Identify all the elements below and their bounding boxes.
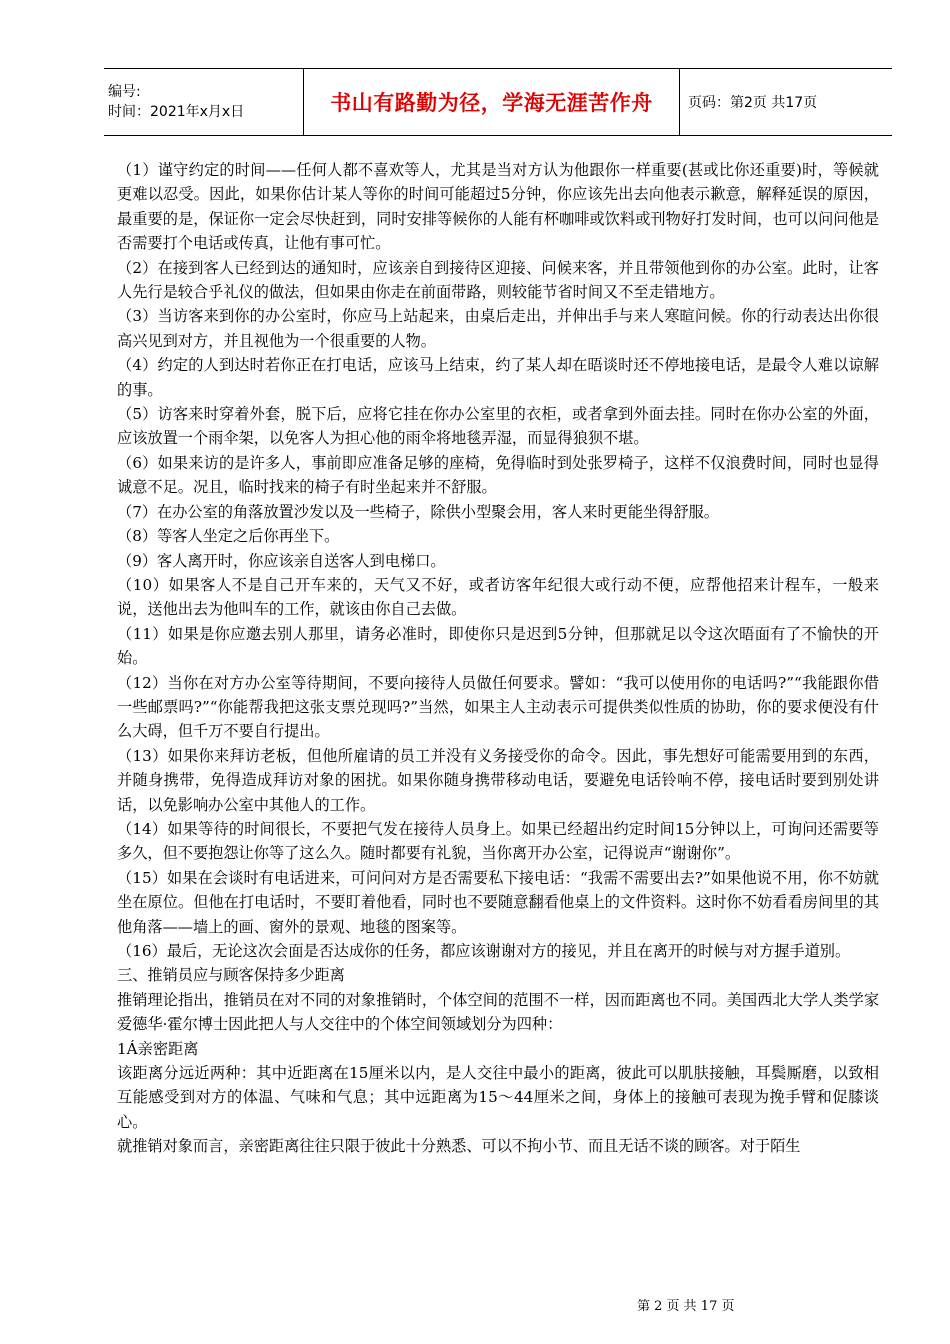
paragraph: （7）在办公室的角落放置沙发以及一些椅子，除供小型聚会用，客人来时更能坐得舒服。 bbox=[117, 502, 719, 521]
paragraph: （1）谨守约定的时间——任何人都不喜欢等人，尤其是当对方认为他跟你一样重要(甚或比你还重要)时，等候就更难以忍受。因此，如果你估计某人等你的时间可能超过5分钟，你应该先出去向他表示歉意，解释延误的原因，最重要的是，保证你一定会尽快赶到，同时安排等候你的人能有杯咖啡或饮料或刊物好打发时间，也可以问问他是否需要打个电话或传真，让他有事可忙。 bbox=[117, 161, 879, 253]
paragraph: 就推销对象而言，亲密距离往往只限于彼此十分熟悉、可以不拘小节、而且无话不谈的顾客。对于陌生 bbox=[117, 1137, 801, 1156]
header-motto: 书山有路勤为径，学海无涯苦作舟 bbox=[330, 91, 653, 115]
paragraph: 该距离分远近两种：其中近距离在15厘米以内，是人交往中最小的距离，彼此可以肌肤接触，耳鬓厮磨，以致相互能感受到对方的体温、气味和气息；其中远距离为15～44厘米之间，身体上的接触可表现为挽手臂和促膝谈心。 bbox=[117, 1064, 879, 1131]
page-header bbox=[104, 68, 892, 136]
paragraph: （6）如果来访的是许多人，事前即应准备足够的座椅，免得临时到处张罗椅子，这样不仅浪费时间，同时也显得诚意不足。况且，临时找来的椅子有时坐起来并不舒服。 bbox=[117, 453, 879, 497]
subsection-heading: 1Á亲密距离 bbox=[117, 1039, 199, 1058]
paragraph: （3）当访客来到你的办公室时，你应马上站起来，由桌后走出，并伸出手与来人寒暄问候。你的行动表达出你很高兴见到对方，并且视他为一个很重要的人物。 bbox=[117, 307, 879, 350]
paragraph: （8）等客人坐定之后你再坐下。 bbox=[117, 527, 340, 546]
footer-page-number: 第 2 页 共 17 页 bbox=[637, 1299, 735, 1314]
paragraph: （15）如果在会谈时有电话进来，可问问对方是否需要私下接电话：“我需不需要出去?”如果他说不用，你不妨就坐在原位。但他在打电话时，不要盯着他看，同时也不要随意翻看他桌上的文件资料。这时你不妨看看房间里的其他角落——墙上的画、窗外的景观、地毯的图案等。 bbox=[117, 868, 879, 936]
document-time-label: 时间：2021年x月x日 bbox=[108, 104, 245, 120]
paragraph: （12）当你在对方办公室等待期间，不要向接待人员做任何要求。譬如：“我可以使用你的电话吗?”“我能跟你借一些邮票吗?”“你能帮我把这张支票兑现吗?”当然，如果主人主动表示可提供类似性质的协助，你的要求便没有什么大碍，但千万不要自行提出。 bbox=[117, 673, 879, 741]
document-number-label: 编号: bbox=[108, 84, 141, 100]
paragraph: （4）约定的人到达时若你正在打电话，应该马上结束，约了某人却在晤谈时还不停地接电话，是最令人难以谅解的事。 bbox=[117, 356, 879, 399]
paragraph: （5）访客来时穿着外套，脱下后，应将它挂在你办公室里的衣柜，或者拿到外面去挂。同时在你办公室的外面，应该放置一个雨伞架，以免客人为担心他的雨伞将地毯弄湿，而显得狼狈不堪。 bbox=[117, 405, 879, 448]
header-page-cell bbox=[680, 69, 892, 135]
paragraph: （9）客人离开时，你应该亲自送客人到电梯口。 bbox=[117, 551, 446, 570]
paragraph: （10）如果客人不是自己开车来的，天气又不好，或者访客年纪很大或行动不便，应帮他招来计程车，一般来说，送他出去为他叫车的工作，就该由你自己去做。 bbox=[117, 575, 879, 619]
header-page-label: 页码：第2页 共17页 bbox=[688, 95, 818, 111]
header-meta bbox=[104, 69, 304, 135]
paragraph: （11）如果是你应邀去别人那里，请务必准时，即使你只是迟到5分钟，但那就足以令这次晤面有了不愉快的开始。 bbox=[117, 624, 879, 668]
paragraph: （13）如果你来拜访老板，但他所雇请的员工并没有义务接受你的命令。因此，事先想好可能需要用到的东西，并随身携带，免得造成拜访对象的困扰。如果你随身携带移动电话，要避免电话铃响不停，接电话时要到别处讲话，以免影响办公室中其他人的工作。 bbox=[117, 746, 879, 814]
header-motto-cell bbox=[304, 69, 680, 135]
paragraph: （2）在接到客人已经到达的通知时，应该亲自到接待区迎接、问候来客，并且带领他到你的办公室。此时，让客人先行是较合乎礼仪的做法，但如果由你走在前面带路，则较能节省时间又不至走错地方。 bbox=[117, 258, 879, 302]
paragraph: （14）如果等待的时间很长，不要把气发在接待人员身上。如果已经超出约定时间15分钟以上，可询问还需要等多久，但不要抱怨让你等了这么久。随时都要有礼貌，当你离开办公室，记得说声“谢谢你”。 bbox=[117, 819, 879, 863]
section-heading: 三、推销员应与顾客保持多少距离 bbox=[117, 966, 345, 985]
document-body bbox=[117, 158, 879, 1159]
paragraph: （16）最后，无论这次会面是否达成你的任务，都应该谢谢对方的接见，并且在离开的时候与对方握手道别。 bbox=[117, 942, 851, 960]
paragraph: 推销理论指出，推销员在对不同的对象推销时，个体空间的范围不一样，因而距离也不同。美国西北大学人类学家爱德华·霍尔博士因此把人与人交往中的个体空间领域划分为四种： bbox=[117, 990, 879, 1034]
